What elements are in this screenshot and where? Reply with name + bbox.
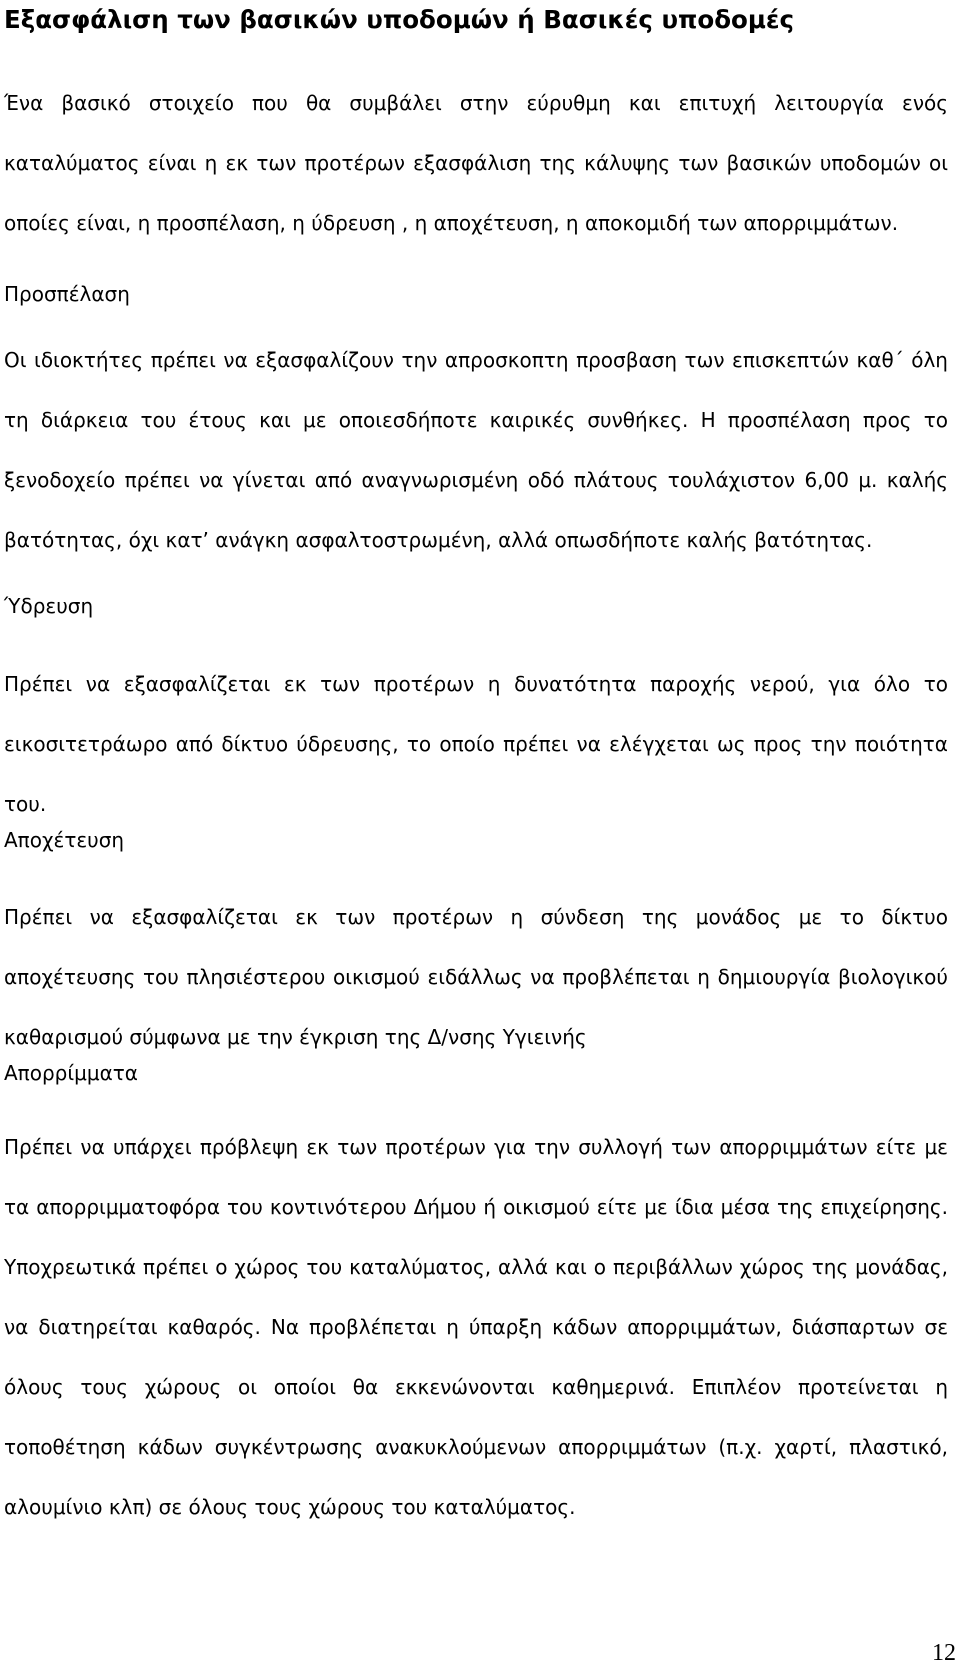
page-number: 12 — [932, 1640, 956, 1666]
section-heading-access: Προσπέλαση — [4, 282, 130, 306]
section-heading-waste: Απορρίμματα — [4, 1061, 138, 1085]
section-text-water-supply: Πρέπει να εξασφαλίζεται εκ των προτέρων η δυνατότητα παροχής νερού, για όλο το εικοσιτετράωρο από δίκτυο ύδρευσης, το οποίο πρέπει να ελέγχεται ως προς την ποιότητα του. — [4, 672, 948, 816]
section-text-access: Οι ιδιοκτήτες πρέπει να εξασφαλίζουν την απροσκοπτη προσβαση των επισκεπτών καθ΄ όλη τη διάρκεια του έτους και με οποιεσδήποτε καιρικές συνθήκες. Η προσπέλαση προς το ξενοδοχείο πρέπει να γίνεται από αναγνωρισμένη οδό πλάτους τουλάχιστον 6,00 μ. καλής βατότητας, όχι κατ’ ανάγκη ασφαλτοστρωμένη, αλλά οπωσδήποτε καλής βατότητας. — [4, 348, 948, 552]
document-title: Εξασφάλιση των βασικών υποδομών ή Βασικές υποδομές — [4, 5, 795, 34]
section-heading-sewerage: Αποχέτευση — [4, 828, 125, 852]
section-text-sewerage: Πρέπει να εξασφαλίζεται εκ των προτέρων η σύνδεση της μονάδος με το δίκτυο αποχέτευσης του πλησιέστερου οικισμού ειδάλλως να προβλέπεται η δημιουργία βιολογικού καθαρισμού σύμφωνα με την έγκριση της Δ/νσης Υγιεινής — [4, 905, 948, 1049]
section-heading-water-supply: Ύδρευση — [4, 594, 94, 618]
intro-paragraph: Ένα βασικό στοιχείο που θα συμβάλει στην εύρυθμη και επιτυχή λειτουργία ενός καταλύματος είναι η εκ των προτέρων εξασφάλιση της κάλυψης των βασικών υποδομών οι οποίες είναι, η προσπέλαση, η ύδρευση , η αποχέτευση, η αποκομιδή των απορριμμάτων. — [4, 91, 948, 235]
section-text-waste: Πρέπει να υπάρχει πρόβλεψη εκ των προτέρων για την συλλογή των απορριμμάτων είτε με τα απορριμματοφόρα του κοντινότερου Δήμου ή οικισμού είτε με ίδια μέσα της επιχείρησης. Υποχρεωτικά πρέπει ο χώρος του καταλύματος, αλλά και ο περιβάλλων χώρος της μονάδας, να διατηρείται καθαρός. Να προβλέπεται η ύπαρξη κάδων απορριμμάτων, διάσπαρτων σε όλους τους χώρους οι οποίοι θα εκκενώνονται καθημερινά. Επιπλέον προτείνεται η τοποθέτηση κάδων συγκέντρωσης ανακυκλούμενων απορριμμάτων (π.χ. χαρτί, πλαστικό, αλουμίνιο κλπ) σε όλους τους χώρους του καταλύματος. — [4, 1135, 948, 1519]
